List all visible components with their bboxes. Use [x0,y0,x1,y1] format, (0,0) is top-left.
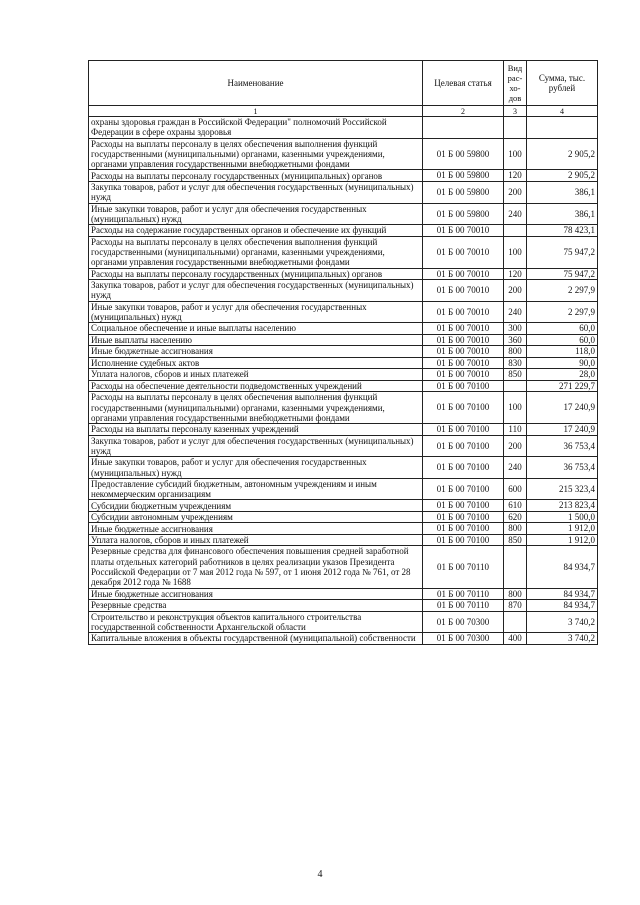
row-name: Предоставление субсидий бюджетным, автономным учреждениям и иным некоммерческим организациям [89,478,423,500]
row-type: 200 [504,181,527,203]
row-code: 01 Б 00 70010 [423,236,504,268]
row-sum: 78 423,1 [527,225,598,237]
row-sum: 84 934,7 [527,546,598,588]
row-type: 300 [504,323,527,335]
row-type [504,380,527,392]
row-name: Закупка товаров, работ и услуг для обеспечения государственных (муниципальных) нужд [89,280,423,302]
row-sum: 1 500,0 [527,511,598,523]
row-sum: 271 229,7 [527,380,598,392]
colnum-1: 1 [89,106,423,117]
row-sum: 386,1 [527,203,598,225]
row-code: 01 Б 00 70100 [423,511,504,523]
table-colnum-row [89,106,598,117]
row-sum: 75 947,2 [527,236,598,268]
row-name: Капитальные вложения в объекты государственной (муниципальной) собственности [89,633,423,645]
row-sum: 2 297,9 [527,301,598,323]
row-name: Исполнение судебных актов [89,357,423,369]
row-sum: 17 240,9 [527,424,598,436]
table-row [89,633,598,645]
row-sum [527,117,598,139]
row-name: Расходы на выплаты персоналу в целях обеспечения выполнения функций государственными (муниципальными) органами, казенными учреждениями, органами управления государственными внебюджетными фондами [89,138,423,170]
row-name: Расходы на выплаты персоналу в целях обеспечения выполнения функций государственными (муниципальными) органами, казенными учреждениями, органами управления государственными внебюджетными фондами [89,236,423,268]
row-name: Расходы на выплаты персоналу казенных учреждений [89,424,423,436]
row-name: охраны здоровья граждан в Российской Федерации" полномочий Российской Федерации в сфере охраны здоровья [89,117,423,139]
row-name: Уплата налогов, сборов и иных платежей [89,369,423,381]
budget-table [88,60,598,645]
colnum-4: 4 [527,106,598,117]
table-row [89,546,598,588]
row-name: Расходы на выплаты персоналу государственных (муниципальных) органов [89,170,423,182]
row-code: 01 Б 00 70100 [423,534,504,546]
row-name: Иные бюджетные ассигнования [89,588,423,600]
table-row [89,478,598,500]
row-name: Резервные средства для финансового обеспечения повышения средней заработной платы отдельных категорий работников в целях реализации указов Президента Российской Федерации от 7 мая 2012 года № 597, от 1 июня 2012 года № 761, от 28 декабря 2012 года № 1688 [89,546,423,588]
row-type: 800 [504,588,527,600]
row-sum: 36 753,4 [527,435,598,457]
row-code: 01 Б 00 70010 [423,369,504,381]
row-type: 240 [504,301,527,323]
row-name: Иные закупки товаров, работ и услуг для обеспечения государственных (муниципальных) нужд [89,457,423,479]
row-name: Социальное обеспечение и иные выплаты населению [89,323,423,335]
table-row [89,369,598,381]
row-type: 620 [504,511,527,523]
row-code: 01 Б 00 59800 [423,170,504,182]
row-code: 01 Б 00 70300 [423,633,504,645]
row-code: 01 Б 00 70100 [423,478,504,500]
table-row [89,225,598,237]
row-code: 01 Б 00 70100 [423,435,504,457]
row-name: Расходы на выплаты персоналу в целях обеспечения выполнения функций государственными (муниципальными) органами, казенными учреждениями, органами управления государственными внебюджетными фондами [89,392,423,424]
row-type [504,117,527,139]
row-sum: 36 753,4 [527,457,598,479]
row-type: 600 [504,478,527,500]
row-sum: 75 947,2 [527,268,598,280]
row-code: 01 Б 00 70010 [423,225,504,237]
row-name: Расходы на обеспечение деятельности подведомственных учреждений [89,380,423,392]
row-sum: 215 323,4 [527,478,598,500]
row-name: Иные бюджетные ассигнования [89,523,423,535]
row-code: 01 Б 00 70110 [423,600,504,612]
row-sum: 60,0 [527,334,598,346]
table-row [89,534,598,546]
row-type: 100 [504,138,527,170]
row-type: 850 [504,534,527,546]
row-sum: 60,0 [527,323,598,335]
table-row [89,435,598,457]
row-sum: 3 740,2 [527,633,598,645]
row-name: Иные закупки товаров, работ и услуг для обеспечения государственных (муниципальных) нужд [89,301,423,323]
row-type: 800 [504,346,527,358]
row-sum: 1 912,0 [527,523,598,535]
row-name: Расходы на содержание государственных органов и обеспечение их функций [89,225,423,237]
row-type: 110 [504,424,527,436]
row-code: 01 Б 00 70010 [423,280,504,302]
table-row [89,301,598,323]
table-row [89,203,598,225]
row-type: 120 [504,170,527,182]
table-row [89,346,598,358]
table-row [89,334,598,346]
row-type: 200 [504,280,527,302]
row-sum: 2 297,9 [527,280,598,302]
row-type: 200 [504,435,527,457]
row-type: 400 [504,633,527,645]
row-code [423,117,504,139]
table-row [89,138,598,170]
row-type: 830 [504,357,527,369]
row-code: 01 Б 00 70100 [423,457,504,479]
row-name: Расходы на выплаты персоналу государственных (муниципальных) органов [89,268,423,280]
row-type: 100 [504,392,527,424]
header-name: Наименование [89,61,423,106]
row-type: 870 [504,600,527,612]
table-row [89,380,598,392]
table-row [89,117,598,139]
row-code: 01 Б 00 70010 [423,346,504,358]
row-name: Иные закупки товаров, работ и услуг для обеспечения государственных (муниципальных) нужд [89,203,423,225]
row-type: 360 [504,334,527,346]
row-name: Резервные средства [89,600,423,612]
row-name: Субсидии автономным учреждениям [89,511,423,523]
row-code: 01 Б 00 59800 [423,203,504,225]
row-type [504,611,527,633]
table-row [89,268,598,280]
row-code: 01 Б 00 70010 [423,357,504,369]
table-row [89,523,598,535]
table-row [89,457,598,479]
row-name: Иные выплаты населению [89,334,423,346]
row-name: Уплата налогов, сборов и иных платежей [89,534,423,546]
row-name: Иные бюджетные ассигнования [89,346,423,358]
table-row [89,588,598,600]
row-sum: 386,1 [527,181,598,203]
table-row [89,424,598,436]
row-type: 120 [504,268,527,280]
table-row [89,500,598,512]
row-code: 01 Б 00 70300 [423,611,504,633]
page-number: 4 [317,869,323,880]
row-sum: 2 905,2 [527,138,598,170]
row-code: 01 Б 00 70010 [423,301,504,323]
table-row [89,511,598,523]
row-type [504,546,527,588]
row-name: Закупка товаров, работ и услуг для обеспечения государственных (муниципальных) нужд [89,435,423,457]
row-sum: 2 905,2 [527,170,598,182]
row-sum: 28,0 [527,369,598,381]
table-row [89,280,598,302]
row-type [504,225,527,237]
table-row [89,600,598,612]
row-code: 01 Б 00 70010 [423,323,504,335]
row-code: 01 Б 00 70100 [423,523,504,535]
row-code: 01 Б 00 59800 [423,181,504,203]
table-row [89,181,598,203]
table-body [89,117,598,645]
row-sum: 213 823,4 [527,500,598,512]
row-sum: 84 934,7 [527,588,598,600]
table-header-row [89,61,598,106]
row-code: 01 Б 00 70100 [423,500,504,512]
row-sum: 3 740,2 [527,611,598,633]
row-type: 800 [504,523,527,535]
row-name: Субсидии бюджетным учреждениям [89,500,423,512]
row-code: 01 Б 00 70100 [423,380,504,392]
colnum-2: 2 [423,106,504,117]
row-sum: 1 912,0 [527,534,598,546]
header-type: Вид рас-хо-дов [504,61,527,106]
table-row [89,170,598,182]
table-row [89,357,598,369]
row-code: 01 Б 00 70110 [423,546,504,588]
colnum-3: 3 [504,106,527,117]
row-sum: 90,0 [527,357,598,369]
row-sum: 118,0 [527,346,598,358]
row-type: 610 [504,500,527,512]
row-name: Закупка товаров, работ и услуг для обеспечения государственных (муниципальных) нужд [89,181,423,203]
table-row [89,323,598,335]
row-code: 01 Б 00 70110 [423,588,504,600]
row-code: 01 Б 00 70100 [423,392,504,424]
row-sum: 84 934,7 [527,600,598,612]
row-code: 01 Б 00 70010 [423,334,504,346]
row-code: 01 Б 00 59800 [423,138,504,170]
table-row [89,236,598,268]
row-sum: 17 240,9 [527,392,598,424]
header-sum: Сумма, тыс. рублей [527,61,598,106]
row-type: 850 [504,369,527,381]
row-name: Строительство и реконструкция объектов капитального строительства государственной собственности Архангельской области [89,611,423,633]
row-code: 01 Б 00 70100 [423,424,504,436]
row-code: 01 Б 00 70010 [423,268,504,280]
row-type: 240 [504,457,527,479]
table-row [89,611,598,633]
table-row [89,392,598,424]
row-type: 240 [504,203,527,225]
header-code: Целевая статья [423,61,504,106]
row-type: 100 [504,236,527,268]
